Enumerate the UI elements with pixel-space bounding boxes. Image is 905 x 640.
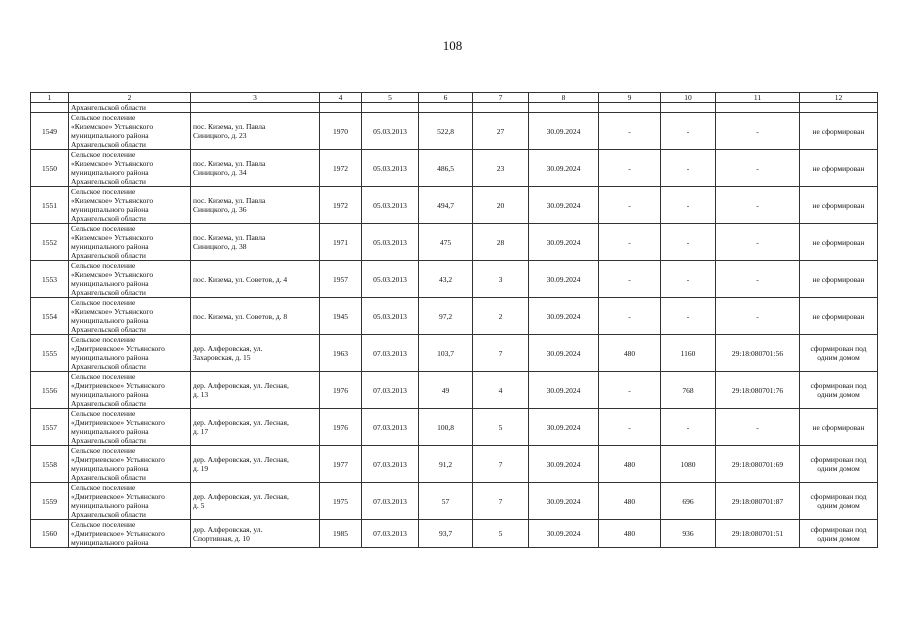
column-9-cell: -	[599, 187, 661, 224]
cadastral-number-cell: -	[716, 150, 800, 187]
cadastral-number-cell: -	[716, 224, 800, 261]
status-cell: сформирован под одним домом	[800, 483, 878, 520]
column-10-cell: -	[661, 113, 716, 150]
row-number-cell: 1560	[31, 520, 69, 548]
area-cell: 57	[419, 483, 473, 520]
address-cell: дер. Алферовская, ул. Лесная, д. 19	[191, 446, 320, 483]
column-9-cell: 480	[599, 520, 661, 548]
column-header: 5	[362, 93, 419, 103]
cadastral-number-cell: 29:18:080701:69	[716, 446, 800, 483]
year-cell: 1963	[320, 335, 362, 372]
municipality-cell: Сельское поселение «Дмитриевское» Устьянского муниципального района Архангельской области	[69, 409, 191, 446]
year-cell: 1945	[320, 298, 362, 335]
status-cell: сформирован под одним домом	[800, 446, 878, 483]
address-cell: дер. Алферовская, ул. Захаровская, д. 15	[191, 335, 320, 372]
plan-date-cell: 30.09.2024	[529, 335, 599, 372]
date-cell: 07.03.2013	[362, 409, 419, 446]
status-cell: не сформирован	[800, 261, 878, 298]
status-cell: не сформирован	[800, 409, 878, 446]
cadastral-number-cell: -	[716, 298, 800, 335]
status-cell: не сформирован	[800, 298, 878, 335]
column-9-cell: -	[599, 150, 661, 187]
continuation-text: Архангельской области	[69, 103, 191, 113]
plan-date-cell: 30.09.2024	[529, 409, 599, 446]
address-cell: дер. Алферовская, ул. Лесная, д. 17	[191, 409, 320, 446]
count-cell: 5	[473, 520, 529, 548]
column-9-cell: -	[599, 261, 661, 298]
cadastral-number-cell: -	[716, 187, 800, 224]
table-row	[31, 520, 878, 548]
table-row	[31, 335, 878, 372]
address-cell: пос. Кизема, ул. Советов, д. 8	[191, 298, 320, 335]
row-number-cell: 1556	[31, 372, 69, 409]
area-cell: 43,2	[419, 261, 473, 298]
table-row	[31, 446, 878, 483]
column-header: 1	[31, 93, 69, 103]
municipality-cell: Сельское поселение «Дмитриевское» Устьянского муниципального района Архангельской области	[69, 372, 191, 409]
count-cell: 7	[473, 483, 529, 520]
municipality-cell: Сельское поселение «Дмитриевское» Устьянского муниципального района Архангельской области	[69, 335, 191, 372]
row-number-cell: 1553	[31, 261, 69, 298]
area-cell: 97,2	[419, 298, 473, 335]
year-cell: 1975	[320, 483, 362, 520]
plan-date-cell: 30.09.2024	[529, 150, 599, 187]
continuation-row	[31, 103, 878, 113]
count-cell: 23	[473, 150, 529, 187]
column-10-cell: -	[661, 187, 716, 224]
column-header: 3	[191, 93, 320, 103]
count-cell: 28	[473, 224, 529, 261]
row-number-cell: 1552	[31, 224, 69, 261]
column-9-cell: -	[599, 113, 661, 150]
date-cell: 05.03.2013	[362, 224, 419, 261]
address-cell: дер. Алферовская, ул. Лесная, д. 5	[191, 483, 320, 520]
column-10-cell: -	[661, 261, 716, 298]
date-cell: 05.03.2013	[362, 150, 419, 187]
count-cell: 2	[473, 298, 529, 335]
column-10-cell: 1160	[661, 335, 716, 372]
year-cell: 1971	[320, 224, 362, 261]
area-cell: 522,8	[419, 113, 473, 150]
row-number-cell: 1555	[31, 335, 69, 372]
count-cell: 4	[473, 372, 529, 409]
cadastral-number-cell: -	[716, 113, 800, 150]
plan-date-cell: 30.09.2024	[529, 113, 599, 150]
column-9-cell: -	[599, 224, 661, 261]
year-cell: 1972	[320, 150, 362, 187]
table-row	[31, 224, 878, 261]
plan-date-cell: 30.09.2024	[529, 187, 599, 224]
cadastral-number-cell: -	[716, 409, 800, 446]
date-cell: 07.03.2013	[362, 520, 419, 548]
address-cell: пос. Кизема, ул. Павла Синицкого, д. 38	[191, 224, 320, 261]
column-header: 11	[716, 93, 800, 103]
year-cell: 1970	[320, 113, 362, 150]
column-header: 6	[419, 93, 473, 103]
plan-date-cell: 30.09.2024	[529, 520, 599, 548]
year-cell: 1976	[320, 409, 362, 446]
header-row	[31, 93, 878, 103]
address-cell: пос. Кизема, ул. Павла Синицкого, д. 34	[191, 150, 320, 187]
column-10-cell: 696	[661, 483, 716, 520]
row-number-cell: 1551	[31, 187, 69, 224]
column-header: 8	[529, 93, 599, 103]
year-cell: 1972	[320, 187, 362, 224]
cadastral-number-cell: 29:18:080701:76	[716, 372, 800, 409]
column-10-cell: -	[661, 298, 716, 335]
count-cell: 5	[473, 409, 529, 446]
date-cell: 07.03.2013	[362, 483, 419, 520]
year-cell: 1977	[320, 446, 362, 483]
count-cell: 3	[473, 261, 529, 298]
table-row	[31, 150, 878, 187]
row-number-cell: 1549	[31, 113, 69, 150]
plan-date-cell: 30.09.2024	[529, 261, 599, 298]
column-10-cell: 936	[661, 520, 716, 548]
column-10-cell: 768	[661, 372, 716, 409]
municipality-cell: Сельское поселение «Дмитриевское» Устьянского муниципального района	[69, 520, 191, 548]
column-10-cell: -	[661, 150, 716, 187]
date-cell: 07.03.2013	[362, 446, 419, 483]
row-number-cell: 1558	[31, 446, 69, 483]
municipality-cell: Сельское поселение «Киземское» Устьянского муниципального района Архангельской области	[69, 261, 191, 298]
column-header: 2	[69, 93, 191, 103]
column-header: 7	[473, 93, 529, 103]
cadastral-number-cell: 29:18:080701:87	[716, 483, 800, 520]
column-10-cell: -	[661, 409, 716, 446]
municipality-cell: Сельское поселение «Киземское» Устьянского муниципального района Архангельской области	[69, 113, 191, 150]
year-cell: 1985	[320, 520, 362, 548]
area-cell: 49	[419, 372, 473, 409]
status-cell: сформирован под одним домом	[800, 335, 878, 372]
count-cell: 20	[473, 187, 529, 224]
table-row	[31, 187, 878, 224]
address-cell: пос. Кизема, ул. Советов, д. 4	[191, 261, 320, 298]
column-9-cell: -	[599, 372, 661, 409]
status-cell: не сформирован	[800, 113, 878, 150]
cadastral-number-cell: 29:18:080701:56	[716, 335, 800, 372]
area-cell: 494,7	[419, 187, 473, 224]
column-10-cell: 1080	[661, 446, 716, 483]
column-header: 9	[599, 93, 661, 103]
plan-date-cell: 30.09.2024	[529, 372, 599, 409]
address-cell: дер. Алферовская, ул. Спортивная, д. 10	[191, 520, 320, 548]
area-cell: 475	[419, 224, 473, 261]
count-cell: 27	[473, 113, 529, 150]
cadastral-number-cell: -	[716, 261, 800, 298]
year-cell: 1957	[320, 261, 362, 298]
date-cell: 05.03.2013	[362, 261, 419, 298]
count-cell: 7	[473, 335, 529, 372]
column-header: 10	[661, 93, 716, 103]
area-cell: 93,7	[419, 520, 473, 548]
area-cell: 91,2	[419, 446, 473, 483]
plan-date-cell: 30.09.2024	[529, 298, 599, 335]
table-row	[31, 298, 878, 335]
date-cell: 05.03.2013	[362, 187, 419, 224]
address-cell: дер. Алферовская, ул. Лесная, д. 13	[191, 372, 320, 409]
plan-date-cell: 30.09.2024	[529, 224, 599, 261]
table-row	[31, 113, 878, 150]
column-9-cell: 480	[599, 335, 661, 372]
table-row	[31, 372, 878, 409]
date-cell: 05.03.2013	[362, 298, 419, 335]
municipality-cell: Сельское поселение «Киземское» Устьянского муниципального района Архангельской области	[69, 224, 191, 261]
row-number-cell: 1550	[31, 150, 69, 187]
address-cell: пос. Кизема, ул. Павла Синицкого, д. 23	[191, 113, 320, 150]
year-cell: 1976	[320, 372, 362, 409]
area-cell: 486,5	[419, 150, 473, 187]
row-number-cell: 1557	[31, 409, 69, 446]
area-cell: 103,7	[419, 335, 473, 372]
column-header: 4	[320, 93, 362, 103]
column-header: 12	[800, 93, 878, 103]
status-cell: не сформирован	[800, 224, 878, 261]
status-cell: не сформирован	[800, 187, 878, 224]
table-body	[31, 103, 878, 548]
column-9-cell: -	[599, 409, 661, 446]
date-cell: 07.03.2013	[362, 372, 419, 409]
table-header	[31, 93, 878, 103]
municipality-cell: Сельское поселение «Киземское» Устьянского муниципального района Архангельской области	[69, 187, 191, 224]
row-number-cell: 1554	[31, 298, 69, 335]
table-row	[31, 409, 878, 446]
column-9-cell: 480	[599, 483, 661, 520]
count-cell: 7	[473, 446, 529, 483]
municipality-cell: Сельское поселение «Дмитриевское» Устьянского муниципального района Архангельской области	[69, 446, 191, 483]
table-row	[31, 483, 878, 520]
column-9-cell: -	[599, 298, 661, 335]
cadastral-number-cell: 29:18:080701:51	[716, 520, 800, 548]
status-cell: сформирован под одним домом	[800, 520, 878, 548]
row-number-cell: 1559	[31, 483, 69, 520]
area-cell: 100,8	[419, 409, 473, 446]
plan-date-cell: 30.09.2024	[529, 483, 599, 520]
column-10-cell: -	[661, 224, 716, 261]
column-9-cell: 480	[599, 446, 661, 483]
plan-date-cell: 30.09.2024	[529, 446, 599, 483]
date-cell: 07.03.2013	[362, 335, 419, 372]
page-number: 108	[442, 38, 463, 53]
status-cell: не сформирован	[800, 150, 878, 187]
municipality-cell: Сельское поселение «Дмитриевское» Устьянского муниципального района Архангельской области	[69, 483, 191, 520]
registry-table	[30, 92, 878, 548]
municipality-cell: Сельское поселение «Киземское» Устьянского муниципального района Архангельской области	[69, 298, 191, 335]
date-cell: 05.03.2013	[362, 113, 419, 150]
table-row	[31, 261, 878, 298]
municipality-cell: Сельское поселение «Киземское» Устьянского муниципального района Архангельской области	[69, 150, 191, 187]
address-cell: пос. Кизема, ул. Павла Синицкого, д. 36	[191, 187, 320, 224]
status-cell: сформирован под одним домом	[800, 372, 878, 409]
